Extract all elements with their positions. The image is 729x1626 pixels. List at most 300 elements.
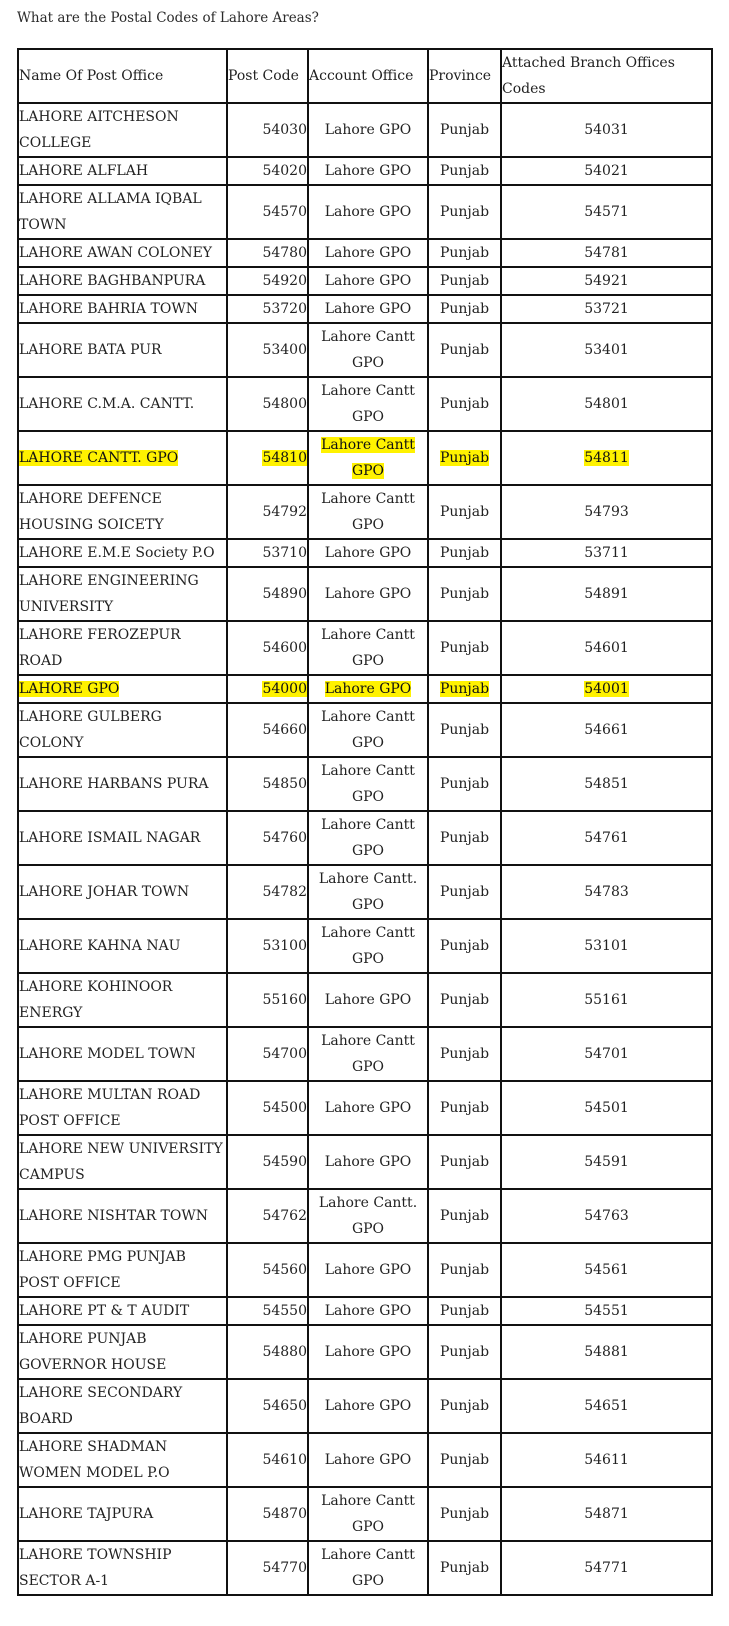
cell-text: LAHORE PMG PUNJAB POST OFFICE xyxy=(19,1249,186,1291)
cell-text: Punjab xyxy=(439,1208,490,1224)
cell-text: 54591 xyxy=(584,1154,629,1170)
cell-text: Punjab xyxy=(439,1046,490,1062)
table-row xyxy=(18,865,712,919)
cell-province xyxy=(428,103,501,157)
cell-text: Punjab xyxy=(439,504,490,520)
cell-text: 54030 xyxy=(262,122,307,138)
cell-text: LAHORE MULTAN ROAD POST OFFICE xyxy=(19,1087,201,1129)
cell-text: 54031 xyxy=(584,122,629,138)
cell-post-code xyxy=(227,295,308,323)
cell-text: 54661 xyxy=(584,722,629,738)
cell-text: 54701 xyxy=(584,1046,629,1062)
cell-branch-code xyxy=(501,1189,712,1243)
cell-province xyxy=(428,1541,501,1595)
cell-text: Lahore Cantt GPO xyxy=(321,627,415,669)
cell-post-office-name xyxy=(18,621,227,675)
cell-branch-code xyxy=(501,103,712,157)
cell-province xyxy=(428,621,501,675)
cell-post-office-name xyxy=(18,157,227,185)
table-row xyxy=(18,1243,712,1297)
cell-text: 54891 xyxy=(584,586,629,602)
cell-text: 54551 xyxy=(584,1303,629,1319)
cell-text: LAHORE BATA PUR xyxy=(19,342,162,358)
cell-text: Lahore Cantt. GPO xyxy=(318,871,418,913)
cell-branch-code xyxy=(501,757,712,811)
cell-text: 53711 xyxy=(584,545,629,561)
cell-text: Lahore GPO xyxy=(324,586,412,602)
cell-text: Punjab xyxy=(439,1100,490,1116)
table-row xyxy=(18,973,712,1027)
cell-text: 54560 xyxy=(262,1262,307,1278)
cell-text: Punjab xyxy=(439,776,490,792)
cell-branch-code xyxy=(501,1487,712,1541)
cell-text: Lahore Cantt GPO xyxy=(321,491,415,533)
cell-branch-code xyxy=(501,675,712,703)
header-branch-codes: Attached Branch Offices Codes xyxy=(501,49,712,103)
cell-text: Punjab xyxy=(439,245,490,261)
cell-post-office-name xyxy=(18,1487,227,1541)
cell-text: LAHORE KAHNA NAU xyxy=(19,938,181,954)
cell-province xyxy=(428,811,501,865)
cell-text: 54660 xyxy=(262,722,307,738)
cell-province xyxy=(428,865,501,919)
section-heading: What are the Postal Codes of Lahore Areas? xyxy=(17,10,319,26)
cell-post-office-name xyxy=(18,973,227,1027)
cell-text: Punjab xyxy=(439,1262,490,1278)
table-row xyxy=(18,485,712,539)
highlighted-text: Punjab xyxy=(439,450,490,466)
highlighted-text: Lahore Cantt GPO xyxy=(321,437,415,479)
cell-text: Lahore GPO xyxy=(324,204,412,220)
cell-text: 54771 xyxy=(584,1560,629,1576)
cell-text: LAHORE DEFENCE HOUSING SOICETY xyxy=(19,491,164,533)
cell-text: Lahore Cantt GPO xyxy=(321,925,415,967)
cell-text: 54590 xyxy=(262,1154,307,1170)
cell-text: Lahore GPO xyxy=(324,1303,412,1319)
cell-post-office-name xyxy=(18,811,227,865)
cell-post-code xyxy=(227,1433,308,1487)
cell-branch-code xyxy=(501,919,712,973)
table-row xyxy=(18,757,712,811)
table-row xyxy=(18,1379,712,1433)
cell-text: Lahore Cantt GPO xyxy=(321,329,415,371)
cell-account-office xyxy=(308,157,428,185)
cell-account-office xyxy=(308,539,428,567)
cell-text: LAHORE PT & T AUDIT xyxy=(19,1303,190,1319)
cell-text: LAHORE NISHTAR TOWN xyxy=(19,1208,209,1224)
cell-text: 54561 xyxy=(584,1262,629,1278)
cell-text: LAHORE ALLAMA IQBAL TOWN xyxy=(19,191,202,233)
cell-province xyxy=(428,1487,501,1541)
header-row xyxy=(18,49,712,103)
cell-text: 54500 xyxy=(262,1100,307,1116)
table-row xyxy=(18,1433,712,1487)
cell-text: Lahore GPO xyxy=(324,1154,412,1170)
table-body xyxy=(18,103,712,1595)
cell-post-code xyxy=(227,919,308,973)
cell-post-code xyxy=(227,485,308,539)
highlighted-text: Lahore GPO xyxy=(324,681,412,697)
highlighted-text: 54000 xyxy=(262,681,307,697)
cell-text: Punjab xyxy=(439,1154,490,1170)
cell-account-office xyxy=(308,675,428,703)
cell-text: 54020 xyxy=(262,163,307,179)
cell-text: LAHORE BAGHBANPURA xyxy=(19,273,206,289)
cell-branch-code xyxy=(501,1541,712,1595)
cell-branch-code xyxy=(501,1379,712,1433)
cell-account-office xyxy=(308,485,428,539)
cell-text: 54700 xyxy=(262,1046,307,1062)
cell-province xyxy=(428,157,501,185)
cell-text: Lahore Cantt GPO xyxy=(321,1547,415,1589)
cell-branch-code xyxy=(501,485,712,539)
header-name: Name Of Post Office xyxy=(18,49,227,103)
cell-text: Lahore GPO xyxy=(324,545,412,561)
cell-post-office-name xyxy=(18,1081,227,1135)
cell-post-office-name xyxy=(18,377,227,431)
cell-branch-code xyxy=(501,1433,712,1487)
cell-province xyxy=(428,757,501,811)
cell-account-office xyxy=(308,919,428,973)
cell-text: LAHORE ENGINEERING UNIVERSITY xyxy=(19,573,199,615)
cell-province xyxy=(428,323,501,377)
cell-account-office xyxy=(308,1379,428,1433)
cell-text: Lahore Cantt GPO xyxy=(321,1493,415,1535)
cell-account-office xyxy=(308,1487,428,1541)
cell-text: Punjab xyxy=(439,992,490,1008)
table-row xyxy=(18,1297,712,1325)
cell-text: LAHORE KOHINOOR ENERGY xyxy=(19,979,173,1021)
cell-branch-code xyxy=(501,1135,712,1189)
cell-account-office xyxy=(308,431,428,485)
cell-text: 53101 xyxy=(584,938,629,954)
table-row xyxy=(18,621,712,675)
cell-text: 54921 xyxy=(584,273,629,289)
table-row xyxy=(18,185,712,239)
cell-text: Lahore GPO xyxy=(324,273,412,289)
cell-account-office xyxy=(308,239,428,267)
cell-text: 54763 xyxy=(584,1208,629,1224)
cell-province xyxy=(428,1081,501,1135)
cell-text: Punjab xyxy=(439,163,490,179)
cell-account-office xyxy=(308,757,428,811)
cell-text: 54601 xyxy=(584,640,629,656)
cell-text: LAHORE JOHAR TOWN xyxy=(19,884,190,900)
table-row xyxy=(18,103,712,157)
cell-post-code xyxy=(227,1487,308,1541)
cell-account-office xyxy=(308,1027,428,1081)
cell-text: Punjab xyxy=(439,204,490,220)
table-row xyxy=(18,919,712,973)
cell-post-office-name xyxy=(18,567,227,621)
cell-text: 54890 xyxy=(262,586,307,602)
cell-text: 53100 xyxy=(262,938,307,954)
cell-branch-code xyxy=(501,811,712,865)
highlighted-text: 54811 xyxy=(584,450,629,466)
cell-text: LAHORE AITCHESON COLLEGE xyxy=(19,109,179,151)
cell-post-code xyxy=(227,1297,308,1325)
highlighted-text: Punjab xyxy=(439,681,490,697)
table-row xyxy=(18,1487,712,1541)
cell-text: LAHORE MODEL TOWN xyxy=(19,1046,196,1062)
cell-branch-code xyxy=(501,1081,712,1135)
table-row xyxy=(18,1189,712,1243)
cell-province xyxy=(428,431,501,485)
cell-text: 54800 xyxy=(262,396,307,412)
cell-account-office xyxy=(308,1297,428,1325)
cell-text: LAHORE ISMAIL NAGAR xyxy=(19,830,201,846)
cell-text: Punjab xyxy=(439,722,490,738)
cell-text: 54920 xyxy=(262,273,307,289)
cell-post-code xyxy=(227,103,308,157)
cell-post-office-name xyxy=(18,267,227,295)
cell-text: LAHORE TOWNSHIP SECTOR A-1 xyxy=(19,1547,172,1589)
cell-post-office-name xyxy=(18,675,227,703)
cell-post-office-name xyxy=(18,431,227,485)
cell-text: 54850 xyxy=(262,776,307,792)
cell-text: LAHORE C.M.A. CANTT. xyxy=(19,396,195,412)
cell-branch-code xyxy=(501,1243,712,1297)
cell-post-office-name xyxy=(18,485,227,539)
cell-branch-code xyxy=(501,157,712,185)
header-province: Province xyxy=(428,49,501,103)
cell-province xyxy=(428,567,501,621)
cell-text: 54881 xyxy=(584,1344,629,1360)
table-row xyxy=(18,539,712,567)
cell-branch-code xyxy=(501,539,712,567)
cell-province xyxy=(428,377,501,431)
cell-text: Punjab xyxy=(439,1452,490,1468)
cell-province xyxy=(428,1379,501,1433)
cell-post-code xyxy=(227,1135,308,1189)
cell-province xyxy=(428,185,501,239)
cell-account-office xyxy=(308,703,428,757)
cell-text: LAHORE PUNJAB GOVERNOR HOUSE xyxy=(19,1331,167,1373)
cell-account-office xyxy=(308,567,428,621)
cell-text: Lahore Cantt. GPO xyxy=(318,1195,418,1237)
cell-text: 54783 xyxy=(584,884,629,900)
cell-text: 54770 xyxy=(262,1560,307,1576)
table-row xyxy=(18,1135,712,1189)
cell-text: 53710 xyxy=(262,545,307,561)
cell-province xyxy=(428,1189,501,1243)
cell-text: Punjab xyxy=(439,396,490,412)
cell-text: 54600 xyxy=(262,640,307,656)
cell-text: LAHORE ALFLAH xyxy=(19,163,149,179)
table-row xyxy=(18,1027,712,1081)
cell-text: 54571 xyxy=(584,204,629,220)
cell-text: 54550 xyxy=(262,1303,307,1319)
cell-text: 54651 xyxy=(584,1398,629,1414)
cell-branch-code xyxy=(501,267,712,295)
cell-text: 53401 xyxy=(584,342,629,358)
cell-text: 54570 xyxy=(262,204,307,220)
cell-post-office-name xyxy=(18,1243,227,1297)
cell-branch-code xyxy=(501,703,712,757)
cell-text: 54761 xyxy=(584,830,629,846)
cell-post-code xyxy=(227,1027,308,1081)
cell-text: LAHORE BAHRIA TOWN xyxy=(19,301,198,317)
cell-text: 53721 xyxy=(584,301,629,317)
postal-codes-table xyxy=(17,48,713,1596)
cell-text: Punjab xyxy=(439,640,490,656)
cell-text: Punjab xyxy=(439,1344,490,1360)
cell-post-office-name xyxy=(18,865,227,919)
cell-text: Lahore Cantt GPO xyxy=(321,1033,415,1075)
cell-post-code xyxy=(227,1081,308,1135)
cell-text: 55160 xyxy=(262,992,307,1008)
cell-text: Lahore GPO xyxy=(324,1452,412,1468)
cell-text: LAHORE E.M.E Society P.O xyxy=(19,545,215,561)
cell-account-office xyxy=(308,103,428,157)
cell-branch-code xyxy=(501,1027,712,1081)
cell-account-office xyxy=(308,1081,428,1135)
cell-post-office-name xyxy=(18,919,227,973)
cell-text: 53400 xyxy=(262,342,307,358)
cell-branch-code xyxy=(501,323,712,377)
cell-province xyxy=(428,267,501,295)
cell-branch-code xyxy=(501,431,712,485)
cell-text: 53720 xyxy=(262,301,307,317)
cell-post-office-name xyxy=(18,1433,227,1487)
cell-text: LAHORE NEW UNIVERSITY CAMPUS xyxy=(19,1141,223,1183)
cell-branch-code xyxy=(501,973,712,1027)
cell-province xyxy=(428,1243,501,1297)
cell-account-office xyxy=(308,1325,428,1379)
cell-text: Lahore GPO xyxy=(324,122,412,138)
cell-post-code xyxy=(227,1541,308,1595)
cell-text: 54781 xyxy=(584,245,629,261)
cell-post-code xyxy=(227,865,308,919)
cell-text: Lahore Cantt GPO xyxy=(321,709,415,751)
cell-text: 54760 xyxy=(262,830,307,846)
cell-text: 54762 xyxy=(262,1208,307,1224)
cell-post-code xyxy=(227,621,308,675)
cell-text: Punjab xyxy=(439,545,490,561)
cell-post-code xyxy=(227,703,308,757)
cell-post-office-name xyxy=(18,103,227,157)
cell-text: Punjab xyxy=(439,1506,490,1522)
cell-text: 54871 xyxy=(584,1506,629,1522)
cell-post-code xyxy=(227,157,308,185)
cell-text: 54501 xyxy=(584,1100,629,1116)
cell-account-office xyxy=(308,973,428,1027)
cell-post-office-name xyxy=(18,1541,227,1595)
cell-text: 54801 xyxy=(584,396,629,412)
table-row xyxy=(18,811,712,865)
cell-account-office xyxy=(308,1135,428,1189)
cell-post-office-name xyxy=(18,295,227,323)
cell-account-office xyxy=(308,1433,428,1487)
cell-text: Punjab xyxy=(439,938,490,954)
cell-text: 54611 xyxy=(584,1452,629,1468)
cell-post-code xyxy=(227,267,308,295)
cell-account-office xyxy=(308,865,428,919)
cell-text: 54792 xyxy=(262,504,307,520)
cell-text: Punjab xyxy=(439,342,490,358)
table-row xyxy=(18,1081,712,1135)
cell-post-code xyxy=(227,757,308,811)
cell-branch-code xyxy=(501,239,712,267)
cell-province xyxy=(428,539,501,567)
cell-province xyxy=(428,295,501,323)
cell-province xyxy=(428,675,501,703)
cell-account-office xyxy=(308,1541,428,1595)
cell-post-code xyxy=(227,811,308,865)
highlighted-text: LAHORE GPO xyxy=(19,681,120,697)
cell-text: LAHORE SHADMAN WOMEN MODEL P.O xyxy=(19,1439,170,1481)
cell-post-code xyxy=(227,1189,308,1243)
cell-post-code xyxy=(227,1379,308,1433)
table-header xyxy=(18,49,712,103)
cell-province xyxy=(428,919,501,973)
cell-text: Lahore GPO xyxy=(324,1398,412,1414)
cell-province xyxy=(428,1297,501,1325)
cell-text: LAHORE SECONDARY BOARD xyxy=(19,1385,183,1427)
cell-text: 54650 xyxy=(262,1398,307,1414)
highlighted-text: LAHORE CANTT. GPO xyxy=(19,450,179,466)
cell-post-office-name xyxy=(18,1297,227,1325)
cell-account-office xyxy=(308,377,428,431)
cell-text: Punjab xyxy=(439,586,490,602)
cell-province xyxy=(428,1135,501,1189)
cell-post-office-name xyxy=(18,703,227,757)
cell-account-office xyxy=(308,621,428,675)
cell-account-office xyxy=(308,1243,428,1297)
cell-text: LAHORE TAJPURA xyxy=(19,1506,154,1522)
table-row xyxy=(18,1541,712,1595)
cell-post-code xyxy=(227,431,308,485)
cell-text: Lahore Cantt GPO xyxy=(321,383,415,425)
cell-text: 54793 xyxy=(584,504,629,520)
cell-post-code xyxy=(227,973,308,1027)
cell-branch-code xyxy=(501,295,712,323)
cell-text: Punjab xyxy=(439,884,490,900)
cell-post-code xyxy=(227,539,308,567)
header-account-office: Account Office xyxy=(308,49,428,103)
header-post-code: Post Code xyxy=(227,49,308,103)
cell-text: LAHORE AWAN COLONEY xyxy=(19,245,213,261)
cell-text: Lahore GPO xyxy=(324,1100,412,1116)
cell-text: Punjab xyxy=(439,122,490,138)
cell-account-office xyxy=(308,295,428,323)
cell-text: 55161 xyxy=(584,992,629,1008)
cell-post-code xyxy=(227,1243,308,1297)
cell-post-code xyxy=(227,1325,308,1379)
cell-province xyxy=(428,1433,501,1487)
highlighted-text: 54810 xyxy=(262,450,307,466)
cell-post-code xyxy=(227,239,308,267)
cell-text: 54880 xyxy=(262,1344,307,1360)
cell-text: 54780 xyxy=(262,245,307,261)
cell-post-office-name xyxy=(18,185,227,239)
cell-text: Punjab xyxy=(439,830,490,846)
cell-account-office xyxy=(308,811,428,865)
cell-province xyxy=(428,973,501,1027)
cell-post-office-name xyxy=(18,1135,227,1189)
cell-post-office-name xyxy=(18,323,227,377)
table-row xyxy=(18,267,712,295)
table-row xyxy=(18,431,712,485)
cell-branch-code xyxy=(501,1297,712,1325)
cell-post-code xyxy=(227,377,308,431)
cell-account-office xyxy=(308,267,428,295)
table-row xyxy=(18,323,712,377)
cell-text: Lahore GPO xyxy=(324,1344,412,1360)
cell-text: LAHORE HARBANS PURA xyxy=(19,776,209,792)
cell-post-office-name xyxy=(18,539,227,567)
cell-branch-code xyxy=(501,377,712,431)
